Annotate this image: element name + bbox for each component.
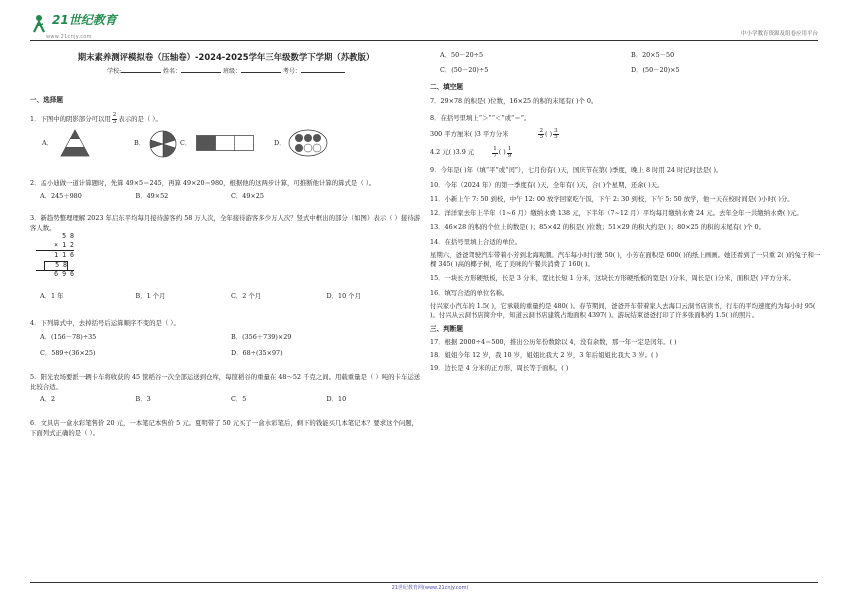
q8-row1-frac-2: $\frac{3}{5}$	[554, 127, 558, 141]
section-choice-heading: 一、选择题	[30, 96, 63, 105]
footer-divider	[30, 582, 818, 583]
school-label: 学校:	[107, 68, 122, 76]
vc-multiplier: × 1 2	[36, 242, 74, 251]
q6-option-c[interactable]: C．(50－20)÷5	[440, 65, 489, 74]
question-14-passage: 星期六，爸爸驾驶汽车带着小芳到北海观潮。汽车每小时行驶 50( )，小芳在面积是 600( )的纸上画画。她还看到了一只重 2( )的兔子和一棵 345( )高的椰子树，吃了美味的午餐共消费了 160( )。	[430, 250, 821, 269]
question-10: 10．今年（2024 年）的第一季度有( )天，全年有( )天，合( )个星期，还余( )天。	[430, 180, 664, 189]
q1-figures	[30, 129, 422, 165]
q8-row2-frac-1: $\frac{1}{7}$	[493, 146, 497, 159]
q6-options-row1	[430, 52, 822, 60]
q8-row2-frac-2: $\frac{1}{9}$	[507, 146, 512, 159]
q8-row2-blank[interactable]: ( )	[498, 148, 506, 157]
q6-option-a[interactable]: A．50－20÷5	[440, 51, 484, 59]
header-divider	[30, 40, 818, 41]
q5-options	[30, 396, 422, 404]
vc-product: 6 9 6	[54, 269, 74, 278]
footer-text[interactable]: 21世纪教育网(www.21cnjy.com)	[391, 585, 469, 591]
q4-option-c[interactable]: C．589÷(36×25)	[40, 348, 96, 357]
q5-option-d[interactable]: D．10	[326, 394, 347, 403]
question-15: 15．一块长方形硬纸板，长是 3 分米，宽比长短 1 分米，这块长方形硬纸板的宽是( )分米，周长是( )分米，面积是( )平方分米。	[430, 274, 795, 283]
q1-option-a[interactable]: A．	[42, 139, 54, 148]
info-line	[30, 68, 422, 75]
triangle-figure	[60, 129, 90, 157]
question-1	[30, 113, 422, 125]
q3-option-b[interactable]: B．1 个月	[135, 291, 166, 300]
paper-title: 期末素养测评模拟卷（压轴卷）-2024-2025学年三年级数学下学期（苏教版）	[77, 52, 375, 62]
q1-option-d[interactable]: D．	[274, 139, 286, 148]
class-blank[interactable]	[241, 72, 281, 73]
q5-option-a[interactable]: A．2	[40, 394, 56, 403]
q1-text-end: 表示的是（ ）。	[118, 115, 162, 124]
q3-options	[30, 293, 422, 301]
class-label: 班级：	[222, 68, 241, 76]
q4-options-row2	[30, 350, 422, 358]
question-18: 18．姐姐今年 12 岁，我 10 岁，姐姐比我大 2 岁，3 年后姐姐比我大 3 岁。( )	[430, 350, 659, 359]
question-16-passage: 付兴家小汽车的 1.5( )，它承载的重量约是 480( )。春节期间，爸爸开车带着家人去海口云洞书店读书，行车的平均速度约为每小时 95( )。付兴从云洞书店简介中，知道云洞书店建筑占地面积 4397( )。游玩结束爸爸打印了许多张面积约 1.5( )的照片。	[430, 302, 816, 320]
left-column	[30, 52, 422, 438]
question-3: 3．新趋势整理理解 2023 年启东平均每月接待游客约 58 万人次，全年接待游客多少万人次？竖式中框出的部分（如图）表示（ ）接待游客人数。	[30, 214, 421, 232]
q5-option-c[interactable]: C．5	[231, 394, 247, 403]
circle-figure	[148, 129, 178, 159]
q8-row1-blank[interactable]: ( )	[545, 130, 553, 139]
q4-option-a[interactable]: A．(156－78)÷35	[40, 332, 97, 341]
name-blank[interactable]	[181, 72, 221, 73]
question-19: 19．边长是 4 分米的正方形，周长等于面积。( )	[430, 364, 569, 373]
q1-option-c[interactable]: C．	[180, 139, 192, 148]
q1-option-b[interactable]: B．	[134, 139, 146, 148]
section-judge-heading: 三、判断题	[430, 324, 463, 333]
question-6: 6．文具店一盒水彩笔售价 20 元，一本笔记本售价 5 元。夏明带了 50 元买了一盒水彩笔后，剩下的钱能买几本笔记本？要求这个问题，下面列式正确的是（ ）。	[30, 419, 419, 437]
question-11: 11．小新上午 7: 50 到校，中午 12: 00 放学回家吃午饭，下午 2: 30 到校，下午 5: 50 放学，他一天在校时间是( )小时( )分。	[430, 194, 794, 203]
q3-option-d[interactable]: D．10 个月	[326, 291, 361, 300]
question-5: 5．阳光农场要派一辆卡车将收获的 45 筐稻谷一次全部运送到仓库，每筐稻谷的重量在 48～52 千克之间。用载重量是（ ）吨的卡车运送比较合适。	[30, 373, 421, 391]
exam-no-blank[interactable]	[301, 72, 345, 73]
question-17: 17．根据 2000÷4＝500，推出公历年份数除以 4，没有余数，那一年一定是闰年。( )	[430, 337, 677, 346]
question-9: 9．今年是( )年（填“平”或“闰”），七月份有( )天，国庆节在第( )季度，晚上 8 时用 24 时记时法是( )。	[430, 166, 723, 175]
q2-option-a[interactable]: A．245＋980	[40, 191, 82, 200]
platform-label: 中小学教育资源及组卷应用平台	[740, 31, 818, 37]
q2-option-b[interactable]: B．49×52	[135, 191, 169, 200]
name-label: 姓名：	[163, 68, 182, 76]
q8-row1-frac-1: $\frac{2}{5}$	[539, 127, 544, 141]
question-7: 7．29×78 的积是( )位数，16×25 的积的末尾有( )个 0。	[430, 97, 598, 106]
rectangle-figure	[196, 135, 254, 151]
question-16: 16．填写合适的单位名称。	[430, 288, 509, 297]
logo-url: www.21cnjy.com	[46, 34, 92, 40]
q1-text: 1．下图中的阴影部分可以用	[30, 115, 111, 124]
section-fill-heading: 二、填空题	[430, 83, 463, 92]
exam-no-label: 考号：	[282, 68, 301, 76]
vc-partial-2-boxed: 5 8	[44, 261, 68, 271]
right-column	[430, 52, 822, 373]
q8-row-1	[430, 129, 822, 141]
ellipse-figure	[288, 129, 328, 157]
q6-option-b[interactable]: B．20×5－50	[631, 51, 675, 59]
q3-option-c[interactable]: C．2 个月	[231, 291, 262, 300]
question-12: 12．洋洋家去年上半年（1~6 月）缴纳水费 138 元，下半年（7~12 月）平均每月缴纳水费 24 元。去年全年一共缴纳水费( )元。	[430, 209, 803, 218]
q8-row1-part-a: 300 平方厘米( )3 平方分米	[430, 130, 509, 139]
q6-options-row2	[430, 67, 822, 75]
question-14: 14．在括号里填上合适的单位。	[430, 237, 522, 246]
q4-options-row1	[30, 334, 422, 342]
question-2: 2．孟小迪做一道计算题时，先算 49×5＝245，再算 49×20＝980，根据他的这两步计算，可推断他计算的算式是（ ）。	[30, 179, 376, 188]
q2-options	[30, 193, 422, 201]
q2-option-c[interactable]: C．49×25	[231, 191, 264, 200]
q8-row2-part-a: 4.2 元( )3.9 元	[430, 148, 475, 157]
q1-fraction: $\frac{2}{3}$	[112, 112, 117, 125]
q8-row-2	[430, 147, 822, 159]
logo-text: 21世纪教育	[52, 13, 117, 27]
q6-option-d[interactable]: D．(50－20)×5	[631, 65, 680, 74]
question-8: 8．在括号里填上“＞”“＜”或“＝”。	[430, 113, 531, 122]
q3-vertical-calc	[30, 233, 422, 291]
vc-partial-1: 1 1 6	[54, 250, 74, 259]
question-4: 4．下列算式中，去掉括号后运算顺序不变的是（ ）。	[30, 318, 180, 327]
q4-option-d[interactable]: D．68÷(35×97)	[231, 348, 283, 357]
q3-option-a[interactable]: A．1 年	[40, 291, 64, 300]
school-blank[interactable]	[121, 72, 161, 73]
question-13: 13．46×28 的积的个位上的数是( )；85×42 的积是( )位数；51×29 的积大约是( )；80×25 的积的末尾有( )个 0。	[430, 223, 766, 232]
q4-option-b[interactable]: B．(356＋739)×29	[231, 332, 292, 341]
vc-multiplicand: 5 8	[62, 231, 74, 240]
q5-option-b[interactable]: B．3	[135, 394, 151, 403]
